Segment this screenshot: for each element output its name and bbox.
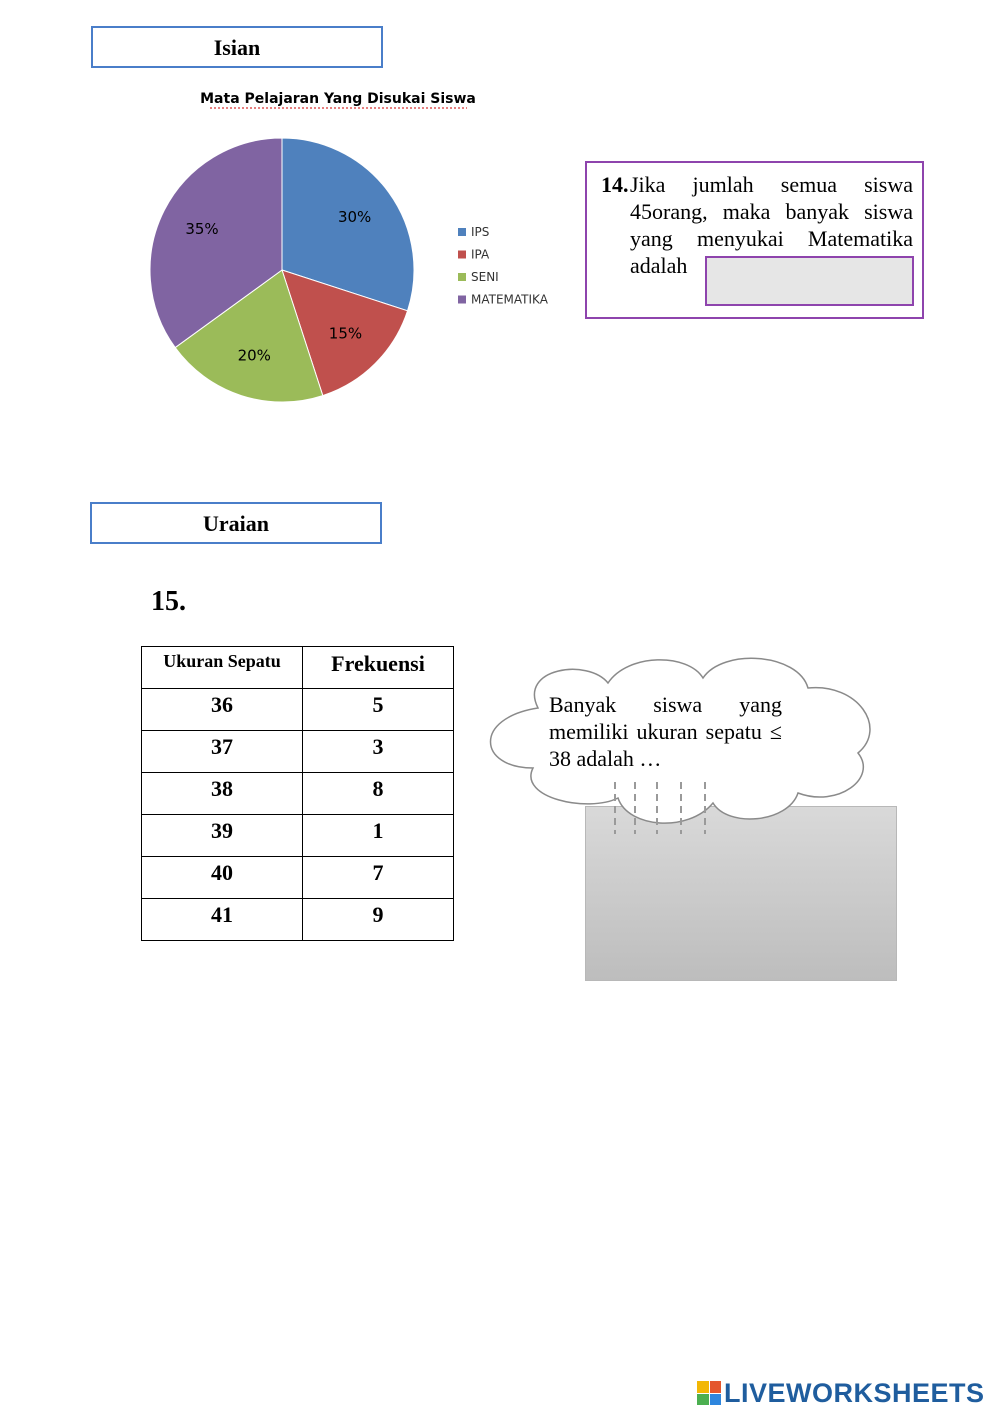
question-15-text: Banyak siswa yang memiliki ukuran sepatu ≤ 38 adalah …: [549, 692, 782, 771]
pie-label-matematika: 35%: [185, 220, 219, 239]
section-heading-isian: Isian: [91, 26, 383, 68]
cell-frequency: 9: [303, 899, 454, 941]
table-header-row: [142, 647, 454, 689]
cell-frequency: 7: [303, 857, 454, 899]
legend-swatch-ips: [458, 228, 466, 236]
header-shoe-size: Ukuran Sepatu: [142, 647, 303, 689]
table-row: [142, 857, 454, 899]
rain-dashes: [605, 780, 720, 836]
question-14-text: Jika jumlah semua siswa 45orang, maka banyak siswa yang menyukai Matematika adalah: [630, 172, 913, 278]
table-row: [142, 899, 454, 941]
question-15-number: 15.: [151, 586, 186, 617]
question-14-box: [585, 161, 924, 319]
cell-frequency: 8: [303, 773, 454, 815]
legend-label-matematika: MATEMATIKA: [471, 292, 548, 307]
cell-frequency: 1: [303, 815, 454, 857]
cell-frequency: 3: [303, 731, 454, 773]
legend-label-seni: SENI: [471, 270, 499, 284]
cell-size: 36: [142, 689, 303, 731]
pie-label-ips: 30%: [337, 208, 372, 227]
section-heading-uraian: Uraian: [90, 502, 382, 544]
table-row: [142, 731, 454, 773]
shoe-size-table: [141, 646, 454, 941]
cell-size: 39: [142, 815, 303, 857]
question-14-number: 14.: [601, 172, 629, 197]
legend-label-ipa: IPA: [471, 247, 490, 262]
legend-swatch-matematika: [458, 296, 466, 304]
liveworksheets-logo: [697, 1378, 985, 1408]
header-frequency: Frekuensi: [303, 647, 454, 689]
pie-chart: [140, 80, 580, 420]
table-row: [142, 815, 454, 857]
cell-size: 37: [142, 731, 303, 773]
table-row: [142, 773, 454, 815]
cell-size: 40: [142, 857, 303, 899]
cell-size: 41: [142, 899, 303, 941]
pie-label-seni: 20%: [237, 346, 271, 365]
cell-size: 38: [142, 773, 303, 815]
cell-frequency: 5: [303, 689, 454, 731]
legend-label-ips: IPS: [471, 225, 490, 239]
legend-swatch-seni: [458, 273, 466, 281]
liveworksheets-icon: [697, 1381, 721, 1405]
question-14-answer-input[interactable]: [705, 256, 914, 306]
legend-swatch-ipa: [458, 251, 466, 259]
pie-label-ipa: 15%: [328, 324, 363, 343]
brand-text: LIVEWORKSHEETS: [724, 1377, 985, 1408]
chart-title: Mata Pelajaran Yang Disukai Siswa: [200, 91, 476, 107]
table-row: [142, 689, 454, 731]
